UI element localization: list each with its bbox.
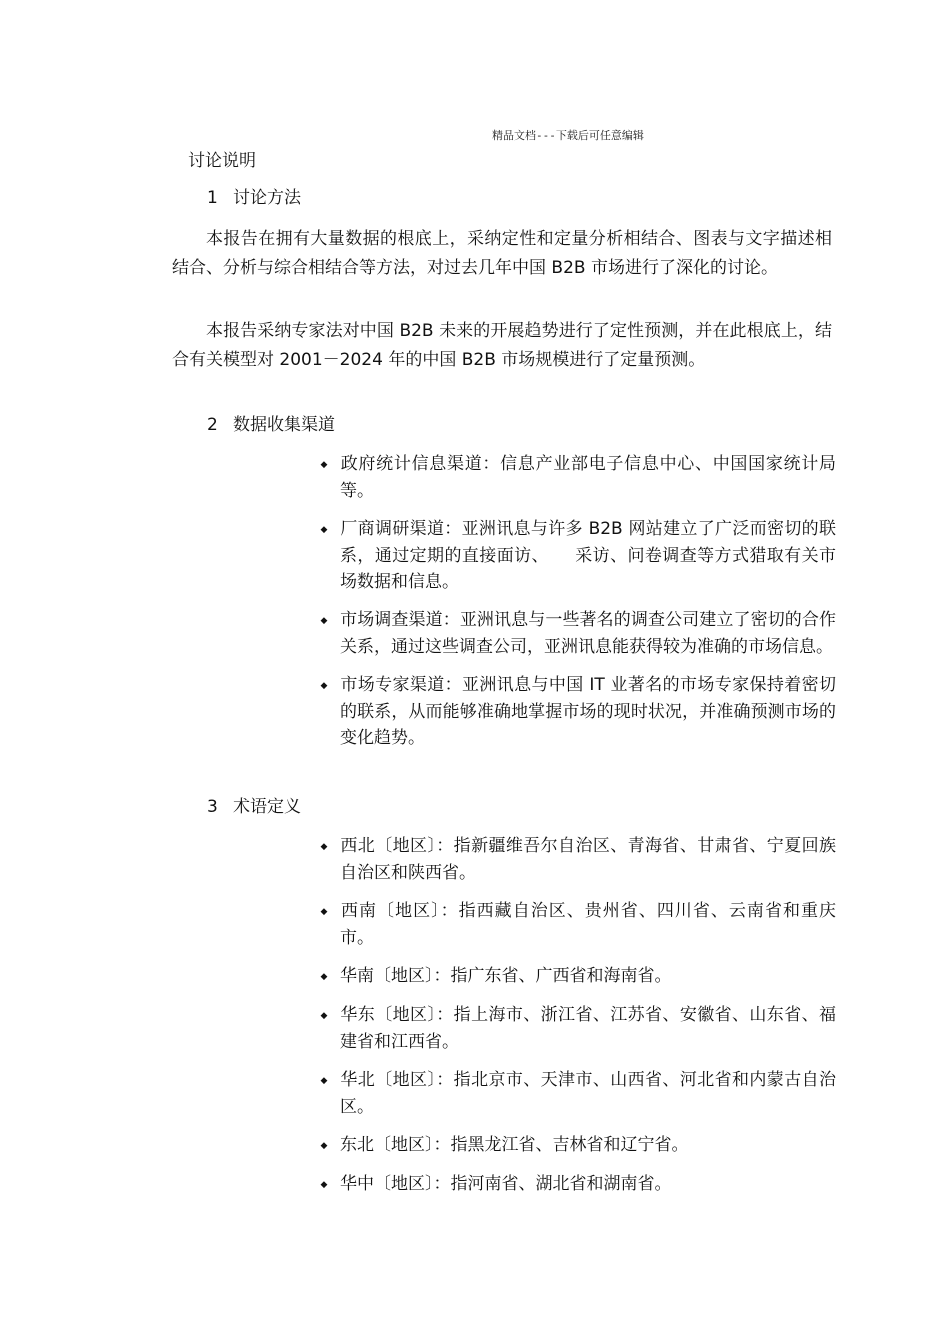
section-title: 数据收集渠道 — [233, 415, 335, 435]
section-title: 术语定义 — [233, 797, 301, 817]
data-channels-list — [308, 451, 836, 751]
section-number: 2 — [207, 415, 218, 435]
header-note: 精品文档---下载后可任意编辑 — [492, 129, 644, 142]
list-item: ◆ 西北〔地区〕：指新疆维吾尔自治区、青海省、甘肃省、宁夏回族自治区和陕西省。 — [308, 833, 836, 886]
diamond-bullet-icon: ◆ — [320, 1076, 328, 1086]
diamond-bullet-icon: ◆ — [320, 1011, 328, 1021]
list-item: ◆ 华北〔地区〕：指北京市、天津市、山西省、河北省和内蒙古自治区。 — [308, 1067, 836, 1120]
section-heading-data-channels — [207, 414, 335, 436]
diamond-bullet-icon: ◆ — [320, 972, 328, 982]
diamond-bullet-icon: ◆ — [320, 616, 328, 626]
section-title: 讨论方法 — [233, 188, 301, 208]
list-item: ◆ 华东〔地区〕：指上海市、浙江省、江苏省、安徽省、山东省、福建省和江西省。 — [308, 1002, 836, 1055]
diamond-bullet-icon: ◆ — [320, 1141, 328, 1151]
section-number: 3 — [207, 797, 218, 817]
diamond-bullet-icon: ◆ — [320, 842, 328, 852]
diamond-bullet-icon: ◆ — [320, 525, 328, 535]
list-item: ◆ 政府统计信息渠道：信息产业部电子信息中心、中国国家统计局等。 — [308, 451, 836, 504]
list-item: ◆ 市场调查渠道：亚洲讯息与一些著名的调查公司建立了密切的合作关系，通过这些调查公司，亚洲讯息能获得较为准确的市场信息。 — [308, 607, 836, 660]
list-item: ◆ 厂商调研渠道：亚洲讯息与许多 B2B 网站建立了广泛而密切的联系，通过定期的直接面访、 采访、问卷调查等方式猎取有关市场数据和信息。 — [308, 516, 836, 595]
list-item: ◆ 华南〔地区〕：指广东省、广西省和海南省。 — [308, 963, 836, 990]
diamond-bullet-icon: ◆ — [320, 460, 328, 470]
list-item: ◆ 西南〔地区〕：指西藏自治区、贵州省、四川省、云南省和重庆市。 — [308, 898, 836, 951]
paragraph-methods-1: 本报告在拥有大量数据的根底上，采纳定性和定量分析相结合、图表与文字描述相结合、分析与综合相结合等方法，对过去几年中国 B2B 市场进行了深化的讨论。 — [172, 229, 832, 278]
diamond-bullet-icon: ◆ — [320, 907, 328, 917]
section-number: 1 — [207, 188, 218, 208]
diamond-bullet-icon: ◆ — [320, 681, 328, 691]
section-heading-methods — [207, 187, 301, 209]
list-item: ◆ 东北〔地区〕：指黑龙江省、吉林省和辽宁省。 — [308, 1132, 836, 1159]
document-title: 讨论说明 — [188, 151, 256, 171]
section-heading-terms — [207, 796, 301, 818]
list-item: ◆ 华中〔地区〕：指河南省、湖北省和湖南省。 — [308, 1171, 836, 1198]
diamond-bullet-icon: ◆ — [320, 1180, 328, 1190]
terms-list — [308, 833, 836, 1198]
list-item: ◆ 市场专家渠道：亚洲讯息与中国 IT 业著名的市场专家保持着密切的联系，从而能够准确地掌握市场的现时状况，并准确预测市场的变化趋势。 — [308, 672, 836, 751]
paragraph-methods-2: 本报告采纳专家法对中国 B2B 未来的开展趋势进行了定性预测，并在此根底上，结合有关模型对 2001－2024 年的中国 B2B 市场规模进行了定量预测。 — [172, 321, 832, 370]
